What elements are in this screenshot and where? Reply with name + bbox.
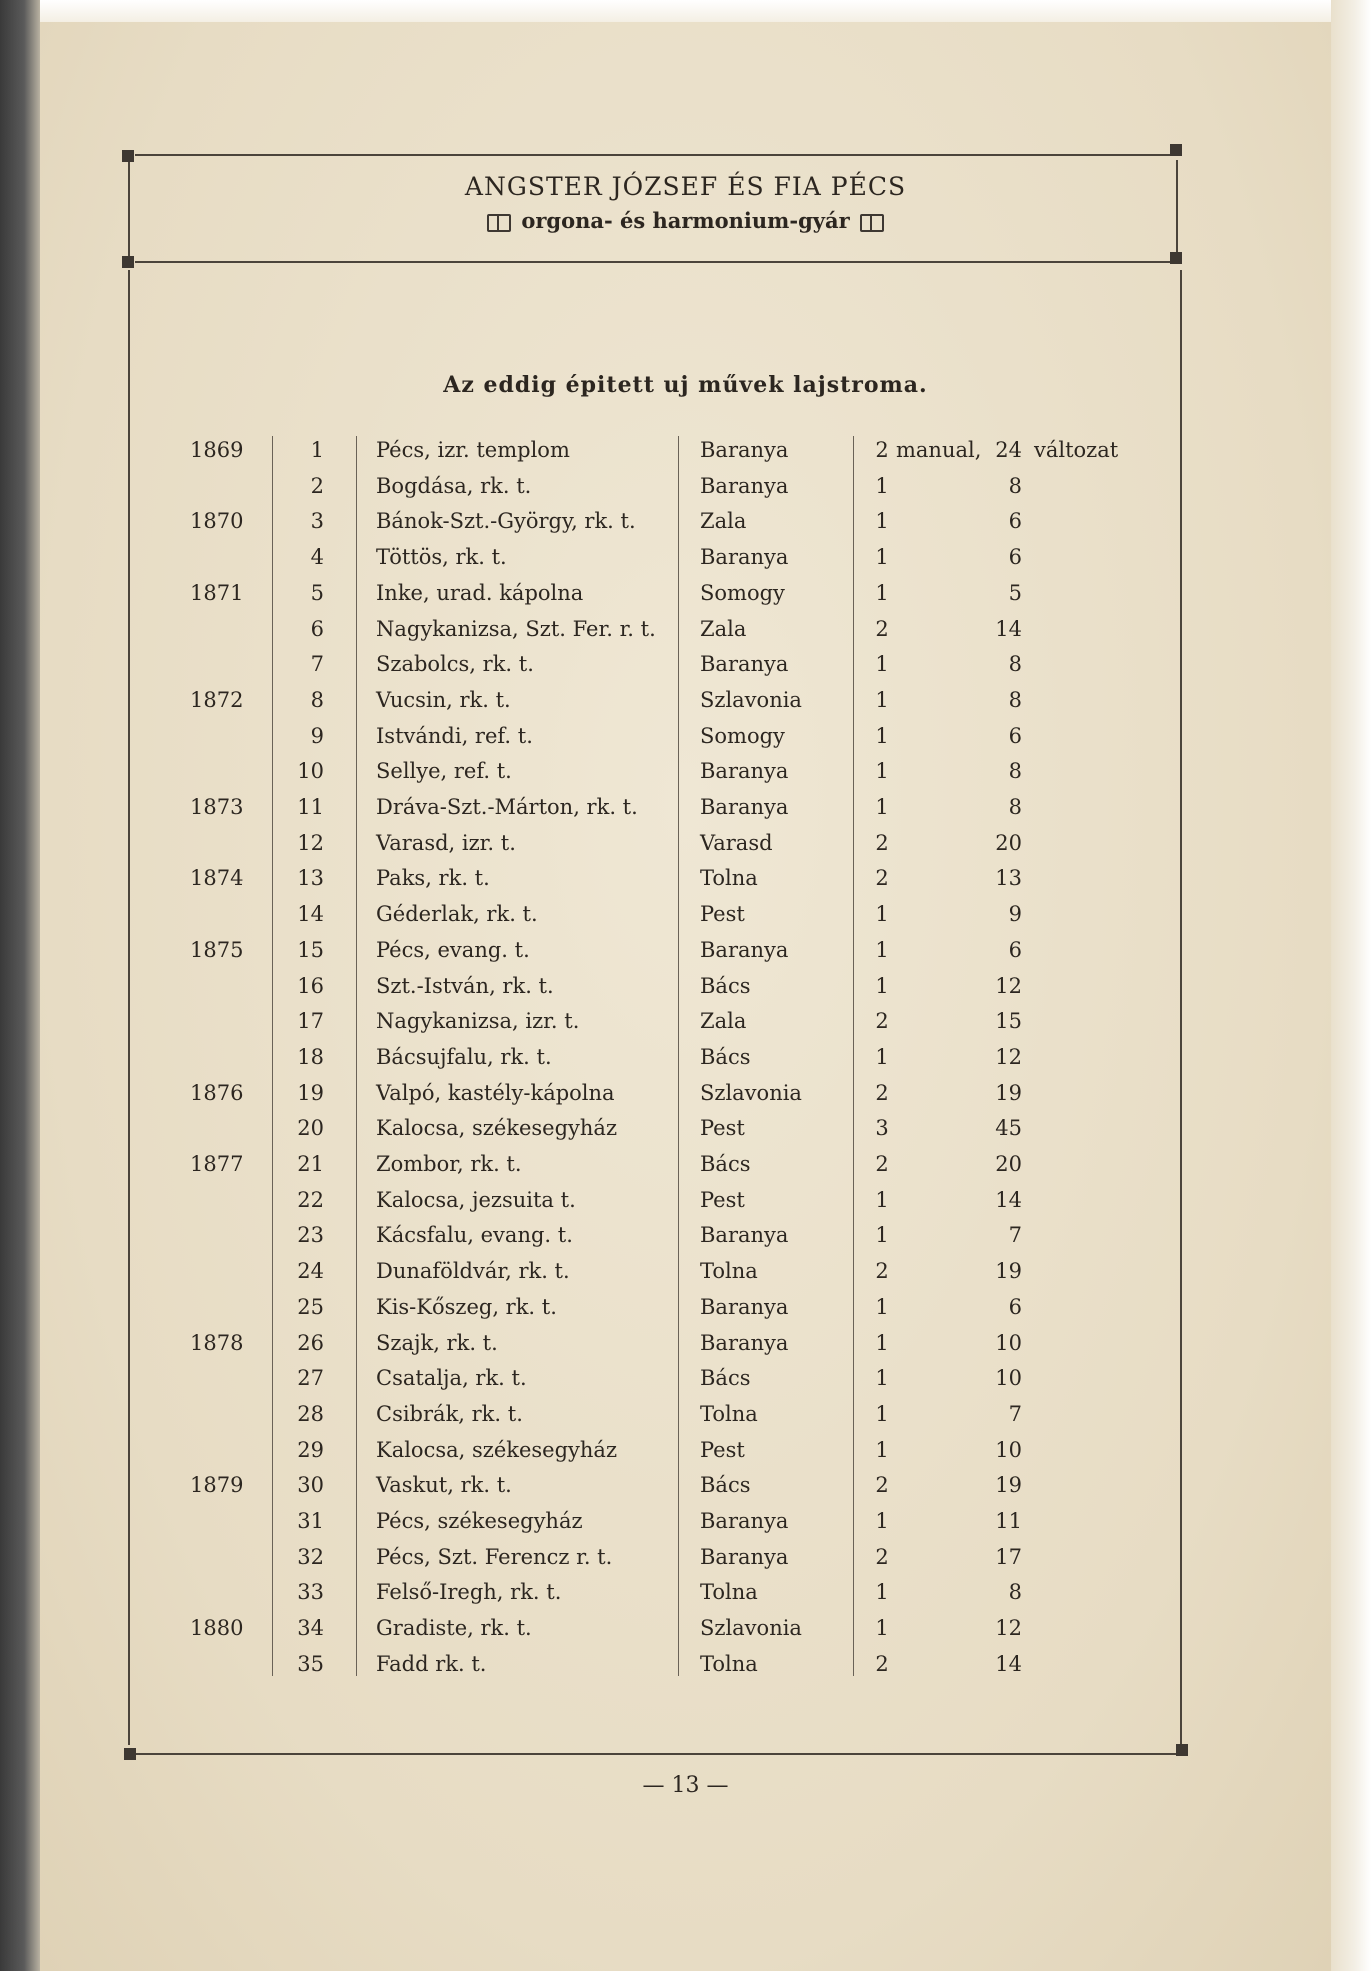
registers-cell: 15: [995, 1009, 1022, 1034]
corner-ornament-bottom-right: [1176, 1744, 1188, 1756]
table-row: [0, 1112, 1371, 1148]
county-cell: Zala: [700, 509, 747, 534]
place-cell: Pécs, evang. t.: [376, 937, 530, 962]
registers-cell: 8: [1008, 1580, 1022, 1605]
table-row: [0, 1184, 1371, 1220]
manuals-cell: 1: [875, 1330, 889, 1355]
county-cell: Tolna: [700, 866, 758, 891]
manuals-cell: 1: [875, 473, 889, 498]
place-cell: Varasd, izr. t.: [376, 830, 516, 855]
corner-ornament-top-left: [122, 150, 134, 162]
table-row: [0, 1469, 1371, 1505]
manuals-cell: 2: [875, 1473, 889, 1498]
registers-cell: 13: [995, 866, 1022, 891]
registers-cell: 14: [995, 616, 1022, 641]
place-cell: Dráva-Szt.-Márton, rk. t.: [376, 795, 638, 819]
table-row: [0, 577, 1371, 613]
place-cell: Csibrák, rk. t.: [376, 1401, 523, 1426]
county-cell: Tolna: [700, 1259, 758, 1284]
registers-cell: 17: [995, 1544, 1022, 1569]
table-row: [0, 1219, 1371, 1255]
place-cell: Fadd rk. t.: [376, 1651, 487, 1676]
manuals-cell: 2: [875, 1544, 889, 1569]
registers-cell: 19: [995, 1080, 1022, 1105]
manuals-cell: 1: [875, 1616, 889, 1641]
book-icon: [487, 214, 511, 232]
manuals-cell: 2: [875, 1651, 889, 1676]
registers-cell: 14: [995, 1651, 1022, 1676]
registers-cell: 6: [1008, 545, 1022, 570]
work-number-cell: 25: [297, 1294, 324, 1319]
registers-cell: 12: [995, 1616, 1022, 1641]
work-number-cell: 9: [310, 723, 324, 748]
place-cell: Kalocsa, székesegyház: [376, 1116, 618, 1141]
year-cell: 1880: [190, 1616, 244, 1641]
corner-ornament-bottom-left: [124, 1748, 136, 1760]
county-cell: Bács: [700, 973, 751, 998]
registers-cell: 10: [995, 1366, 1022, 1391]
book-icon: [860, 214, 884, 232]
work-number-cell: 18: [297, 1044, 324, 1069]
county-cell: Tolna: [700, 1651, 758, 1676]
registers-cell: 20: [995, 830, 1022, 855]
place-cell: Valpó, kastély-kápolna: [376, 1080, 615, 1105]
county-cell: Varasd: [700, 830, 773, 855]
place-cell: Pécs, izr. templom: [376, 438, 570, 462]
county-cell: Baranya: [700, 937, 789, 962]
county-cell: Baranya: [700, 652, 789, 677]
work-number-cell: 6: [310, 616, 324, 641]
page-frame-bottom: [135, 1753, 1183, 1755]
manuals-cell: 2: [875, 1152, 889, 1176]
county-cell: Szlavonia: [700, 1616, 802, 1641]
work-number-cell: 11: [297, 795, 324, 819]
table-row: [0, 755, 1371, 791]
place-cell: Szabolcs, rk. t.: [376, 652, 534, 677]
place-cell: Sellye, ref. t.: [376, 759, 512, 784]
manuals-cell: 1: [875, 902, 889, 927]
manuals-cell: 1: [875, 1401, 889, 1426]
table-row: [0, 1576, 1371, 1612]
year-cell: 1869: [190, 438, 244, 462]
work-number-cell: 19: [297, 1080, 324, 1105]
table-row: [0, 1398, 1371, 1434]
manuals-cell: 2: [875, 830, 889, 855]
work-number-cell: 26: [297, 1330, 324, 1355]
work-number-cell: 32: [297, 1544, 324, 1569]
work-number-cell: 30: [297, 1473, 324, 1498]
place-cell: Kalocsa, jezsuita t.: [376, 1187, 576, 1212]
manuals-cell: 1: [875, 509, 889, 534]
place-cell: Bánok-Szt.-György, rk. t.: [376, 509, 636, 534]
work-number-cell: 22: [297, 1187, 324, 1212]
place-cell: Géderlak, rk. t.: [376, 902, 538, 927]
work-number-cell: 10: [297, 759, 324, 784]
header-subtitle-text: orgona- és harmonium-gyár: [521, 208, 850, 233]
page-number: — 13 —: [642, 1773, 729, 1798]
county-cell: Bács: [700, 1366, 751, 1391]
corner-ornament-mid-left: [122, 256, 134, 268]
manuals-cell: 2: [875, 866, 889, 891]
place-cell: Bácsujfalu, rk. t.: [376, 1044, 552, 1069]
table-row: [0, 1648, 1371, 1684]
year-cell: 1877: [190, 1152, 244, 1176]
county-cell: Baranya: [700, 795, 789, 819]
table-row: [0, 613, 1371, 649]
corner-ornament-mid-right: [1170, 252, 1182, 264]
work-number-cell: 3: [310, 509, 324, 534]
table-row: [0, 434, 1371, 470]
work-number-cell: 27: [297, 1366, 324, 1391]
county-cell: Tolna: [700, 1401, 758, 1426]
work-number-cell: 29: [297, 1437, 324, 1462]
place-cell: Töttös, rk. t.: [376, 545, 507, 570]
work-number-cell: 31: [297, 1509, 324, 1533]
registers-cell: 19: [995, 1473, 1022, 1498]
county-cell: Baranya: [700, 1294, 789, 1319]
registers-cell: 9: [1008, 902, 1022, 927]
registers-cell: 6: [1008, 937, 1022, 962]
header-subtitle: [0, 208, 1371, 233]
county-cell: Baranya: [700, 759, 789, 784]
place-cell: Pécs, székesegyház: [376, 1509, 583, 1533]
table-row: [0, 1148, 1371, 1184]
place-cell: Vaskut, rk. t.: [376, 1473, 512, 1498]
place-cell: Kis-Kőszeg, rk. t.: [376, 1294, 557, 1319]
registers-cell: 8: [1008, 652, 1022, 677]
registers-cell: 6: [1008, 509, 1022, 534]
county-cell: Zala: [700, 1009, 747, 1034]
manuals-cell: 1: [875, 1294, 889, 1319]
work-number-cell: 15: [297, 937, 324, 962]
place-cell: Nagykanizsa, izr. t.: [376, 1009, 580, 1034]
manuals-cell: 2: [875, 1009, 889, 1034]
registers-cell: 8: [1008, 473, 1022, 498]
place-cell: Kácsfalu, evang. t.: [376, 1223, 573, 1248]
work-number-cell: 14: [297, 902, 324, 927]
table-row: [0, 648, 1371, 684]
place-cell: Istvándi, ref. t.: [376, 723, 533, 748]
table-row: [0, 1255, 1371, 1291]
county-cell: Baranya: [700, 1544, 789, 1569]
county-cell: Baranya: [700, 473, 789, 498]
registers-cell: 8: [1008, 759, 1022, 784]
table-row: [0, 1362, 1371, 1398]
registers-cell: 7: [1008, 1401, 1022, 1426]
place-cell: Pécs, Szt. Ferencz r. t.: [376, 1544, 613, 1569]
registers-cell: 8: [1008, 687, 1022, 712]
manuals-cell: 2: [875, 1080, 889, 1105]
year-cell: 1870: [190, 509, 244, 534]
year-cell: 1876: [190, 1080, 244, 1105]
manuals-cell: 1: [875, 1223, 889, 1248]
manuals-cell: 1: [875, 723, 889, 748]
county-cell: Szlavonia: [700, 687, 802, 712]
manuals-cell: 1: [875, 580, 889, 605]
work-number-cell: 35: [297, 1651, 324, 1676]
county-cell: Bács: [700, 1152, 751, 1176]
manuals-cell: 1: [875, 1437, 889, 1462]
registers-cell: 24: [995, 438, 1022, 462]
page-edge-top: [40, 0, 1371, 22]
county-cell: Somogy: [700, 580, 785, 605]
registers-cell: 5: [1008, 580, 1022, 605]
table-row: [0, 1434, 1371, 1470]
registers-cell: 45: [995, 1116, 1022, 1141]
place-cell: Gradiste, rk. t.: [376, 1616, 532, 1641]
table-row: [0, 1505, 1371, 1541]
manuals-cell: 1: [875, 1044, 889, 1069]
table-row: [0, 934, 1371, 970]
manuals-cell: 1: [875, 1509, 889, 1533]
county-cell: Pest: [700, 902, 745, 927]
registers-cell: 7: [1008, 1223, 1022, 1248]
work-number-cell: 13: [297, 866, 324, 891]
manuals-cell: 2: [875, 616, 889, 641]
manuals-cell: 2: [875, 1259, 889, 1284]
table-row: [0, 684, 1371, 720]
work-number-cell: 23: [297, 1223, 324, 1248]
county-cell: Pest: [700, 1116, 745, 1141]
county-cell: Bács: [700, 1473, 751, 1498]
year-cell: 1872: [190, 687, 244, 712]
county-cell: Bács: [700, 1044, 751, 1069]
work-number-cell: 2: [310, 473, 324, 498]
registers-cell: 10: [995, 1437, 1022, 1462]
table-row: [0, 898, 1371, 934]
place-cell: Inke, urad. kápolna: [376, 580, 584, 605]
registers-cell: 19: [995, 1259, 1022, 1284]
year-cell: 1878: [190, 1330, 244, 1355]
county-cell: Pest: [700, 1437, 745, 1462]
place-cell: Zombor, rk. t.: [376, 1152, 522, 1176]
table-row: [0, 1541, 1371, 1577]
registers-cell: 14: [995, 1187, 1022, 1212]
place-cell: Bogdása, rk. t.: [376, 473, 532, 498]
place-cell: Felső-Iregh, rk. t.: [376, 1580, 562, 1605]
county-cell: Baranya: [700, 1223, 789, 1248]
table-row: [0, 827, 1371, 863]
registers-cell: 11: [995, 1509, 1022, 1533]
county-cell: Tolna: [700, 1580, 758, 1605]
corner-ornament-top-right: [1170, 144, 1182, 156]
place-cell: Nagykanizsa, Szt. Fer. r. t.: [376, 616, 656, 641]
work-number-cell: 12: [297, 830, 324, 855]
table-row: [0, 1077, 1371, 1113]
place-cell: Csatalja, rk. t.: [376, 1366, 527, 1391]
registers-cell: 6: [1008, 723, 1022, 748]
manuals-cell: 1: [875, 1366, 889, 1391]
work-number-cell: 24: [297, 1259, 324, 1284]
county-cell: Baranya: [700, 545, 789, 570]
registers-cell: 12: [995, 973, 1022, 998]
county-cell: Pest: [700, 1187, 745, 1212]
year-cell: 1873: [190, 795, 244, 819]
place-cell: Paks, rk. t.: [376, 866, 490, 891]
place-cell: Kalocsa, székesegyház: [376, 1437, 618, 1462]
place-cell: Szajk, rk. t.: [376, 1330, 498, 1355]
work-number-cell: 33: [297, 1580, 324, 1605]
county-cell: Baranya: [700, 1330, 789, 1355]
manuals-cell: 1: [875, 687, 889, 712]
manuals-cell: 1: [875, 1187, 889, 1212]
table-row: [0, 505, 1371, 541]
year-cell: 1879: [190, 1473, 244, 1498]
manuals-cell: 2: [875, 438, 889, 462]
county-cell: Szlavonia: [700, 1080, 802, 1105]
manual-unit-label: manual,: [896, 438, 982, 462]
manuals-cell: 1: [875, 652, 889, 677]
county-cell: Somogy: [700, 723, 785, 748]
year-cell: 1874: [190, 866, 244, 891]
work-number-cell: 20: [297, 1116, 324, 1141]
work-number-cell: 17: [297, 1009, 324, 1034]
county-cell: Baranya: [700, 438, 789, 462]
work-number-cell: 1: [310, 438, 324, 462]
manuals-cell: 1: [875, 795, 889, 819]
place-cell: Vucsin, rk. t.: [376, 687, 511, 712]
table-row: [0, 791, 1371, 827]
manuals-cell: 1: [875, 545, 889, 570]
header-rule-bottom: [135, 261, 1178, 263]
work-number-cell: 7: [310, 652, 324, 677]
table-row: [0, 1612, 1371, 1648]
registers-cell: 20: [995, 1152, 1022, 1176]
manuals-cell: 1: [875, 759, 889, 784]
place-cell: Dunaföldvár, rk. t.: [376, 1259, 570, 1284]
header-title: ANGSTER JÓZSEF ÉS FIA PÉCS: [464, 172, 907, 201]
year-cell: 1875: [190, 937, 244, 962]
table-row: [0, 970, 1371, 1006]
table-row: [0, 1005, 1371, 1041]
registers-cell: 8: [1008, 795, 1022, 819]
table-row: [0, 541, 1371, 577]
registers-unit-label: változat: [1034, 438, 1119, 462]
county-cell: Zala: [700, 616, 747, 641]
work-number-cell: 16: [297, 973, 324, 998]
header-rule-top: [135, 154, 1178, 156]
manuals-cell: 3: [875, 1116, 889, 1141]
county-cell: Baranya: [700, 1509, 789, 1533]
work-number-cell: 21: [297, 1152, 324, 1176]
manuals-cell: 1: [875, 1580, 889, 1605]
manuals-cell: 1: [875, 937, 889, 962]
work-number-cell: 5: [310, 580, 324, 605]
place-cell: Szt.-István, rk. t.: [376, 973, 554, 998]
year-cell: 1871: [190, 580, 244, 605]
table-row: [0, 862, 1371, 898]
table-row: [0, 1041, 1371, 1077]
registers-cell: 6: [1008, 1294, 1022, 1319]
manuals-cell: 1: [875, 973, 889, 998]
list-title: Az eddig épitett uj művek lajstroma.: [443, 372, 928, 398]
work-number-cell: 4: [310, 545, 324, 570]
registers-cell: 10: [995, 1330, 1022, 1355]
table-row: [0, 1291, 1371, 1327]
work-number-cell: 34: [297, 1616, 324, 1641]
table-row: [0, 1327, 1371, 1363]
registers-cell: 12: [995, 1044, 1022, 1069]
work-number-cell: 28: [297, 1401, 324, 1426]
work-number-cell: 8: [310, 687, 324, 712]
table-row: [0, 720, 1371, 756]
table-row: [0, 470, 1371, 506]
